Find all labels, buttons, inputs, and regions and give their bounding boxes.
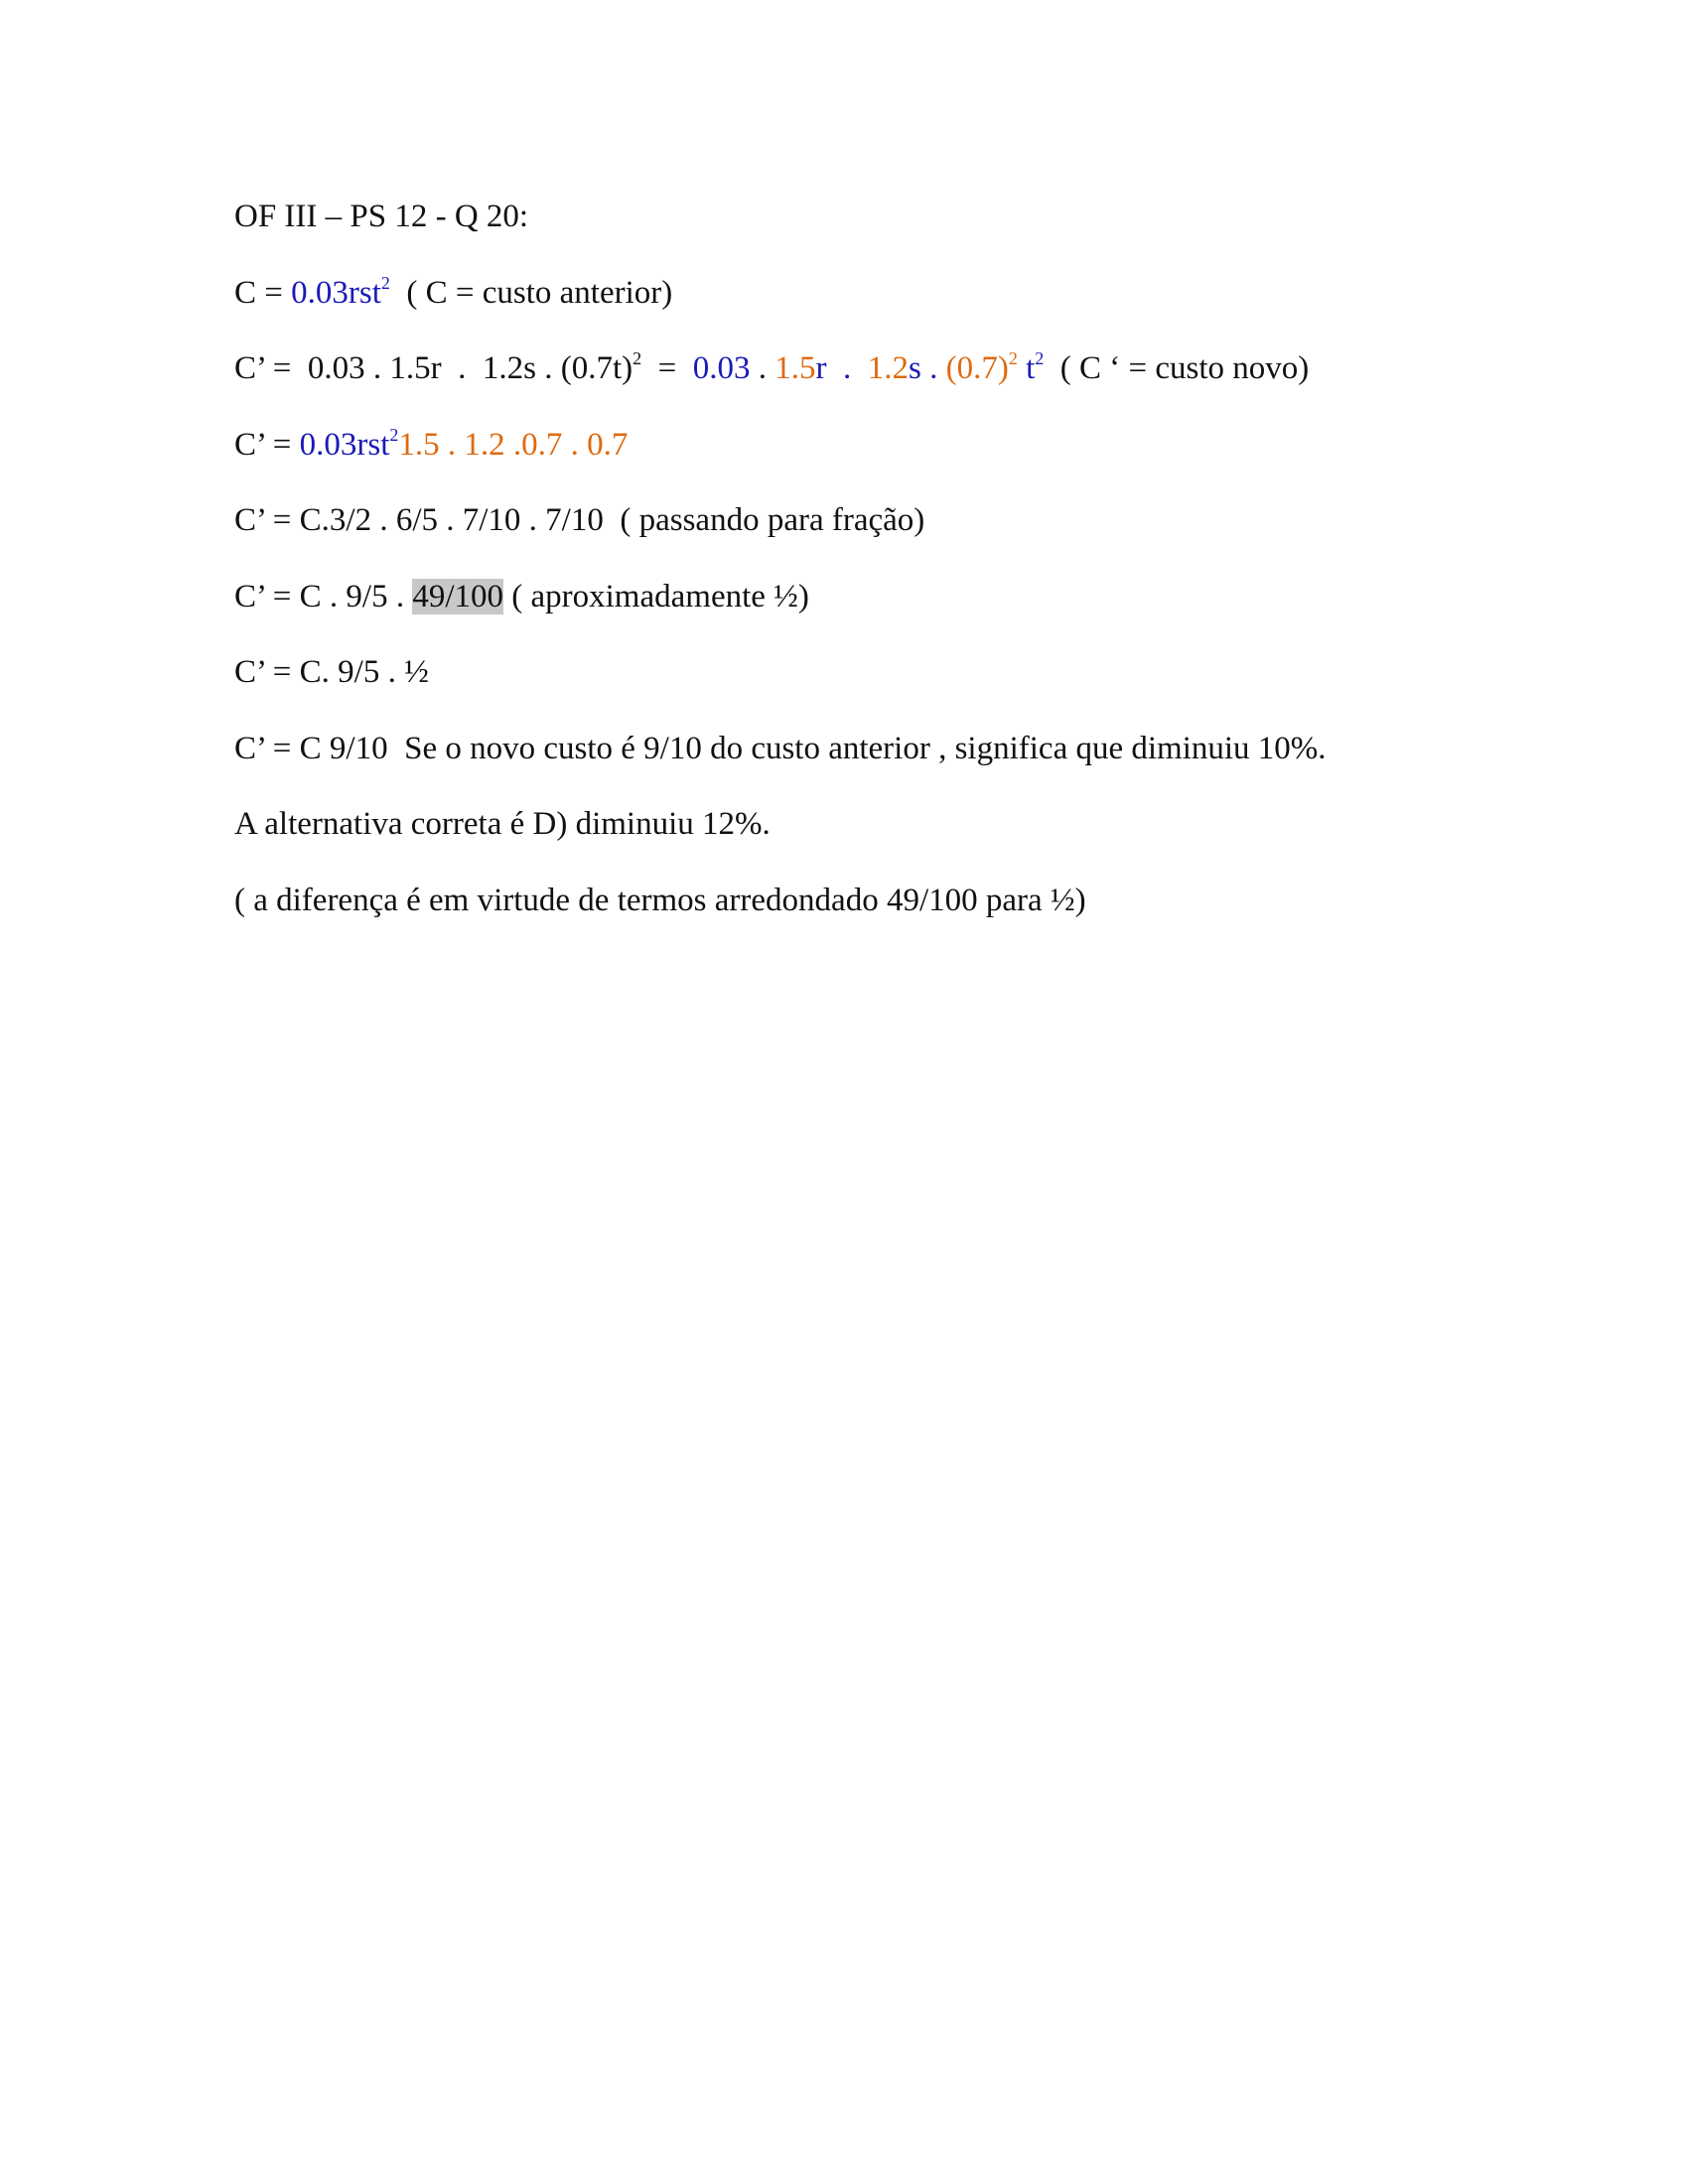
formula-approximation: C’ = C. 9/5 . ½ [234,654,429,690]
formula-prefix: C = [234,275,292,311]
formula-term: r . [815,350,868,386]
formula-factor: 1.5 [774,350,816,386]
formula-left-side: C’ = 0.03 . 1.5r . 1.2s . (0.7t) [234,350,633,386]
formula-exponent: 2 [1008,348,1018,368]
answer-line: A alternativa correta é D) diminuiu 12%. [234,806,771,842]
formula-prefix: C’ = C . 9/5 . [234,579,413,614]
formula-term: . [750,350,775,386]
formula-prefix: C’ = [234,427,300,463]
formula-regrouped [234,425,628,465]
formula-original-cost [234,273,672,313]
formula-factor: (0.7) [945,350,1009,386]
formula-new-cost [234,348,1309,388]
formula-exponent: 2 [389,425,399,445]
formula-simplified [234,577,809,616]
formula-factor: 1.2 [867,350,910,386]
formula-expression: 0.03rst [291,275,381,311]
formula-exponent: 2 [1035,348,1045,368]
formula-factors: 1.5 . 1.2 .0.7 . 0.7 [398,427,629,463]
formula-left-exponent: 2 [633,348,642,368]
formula-term: t [1017,350,1036,386]
formula-term: 0.03 [692,350,751,386]
formula-expression: 0.03rst [299,427,390,463]
highlighted-fraction: 49/100 [412,579,504,614]
problem-heading: OF III – PS 12 - Q 20: [234,199,529,234]
conclusion-line: C’ = C 9/10 Se o novo custo é 9/10 do custo anterior , significa que diminuiu 10%. [234,731,1327,766]
formula-term: s . [909,350,946,386]
formula-equals: = [641,350,693,386]
formula-note: ( C ‘ = custo novo) [1044,350,1310,386]
remark-line: ( a diferença é em virtude de termos arredondado 49/100 para ½) [234,883,1086,918]
formula-note: ( aproximadamente ½) [503,579,809,614]
formula-fractions: C’ = C.3/2 . 6/5 . 7/10 . 7/10 ( passando para fração) [234,502,925,538]
formula-exponent: 2 [380,273,390,293]
formula-note: ( C = custo anterior) [389,275,673,311]
